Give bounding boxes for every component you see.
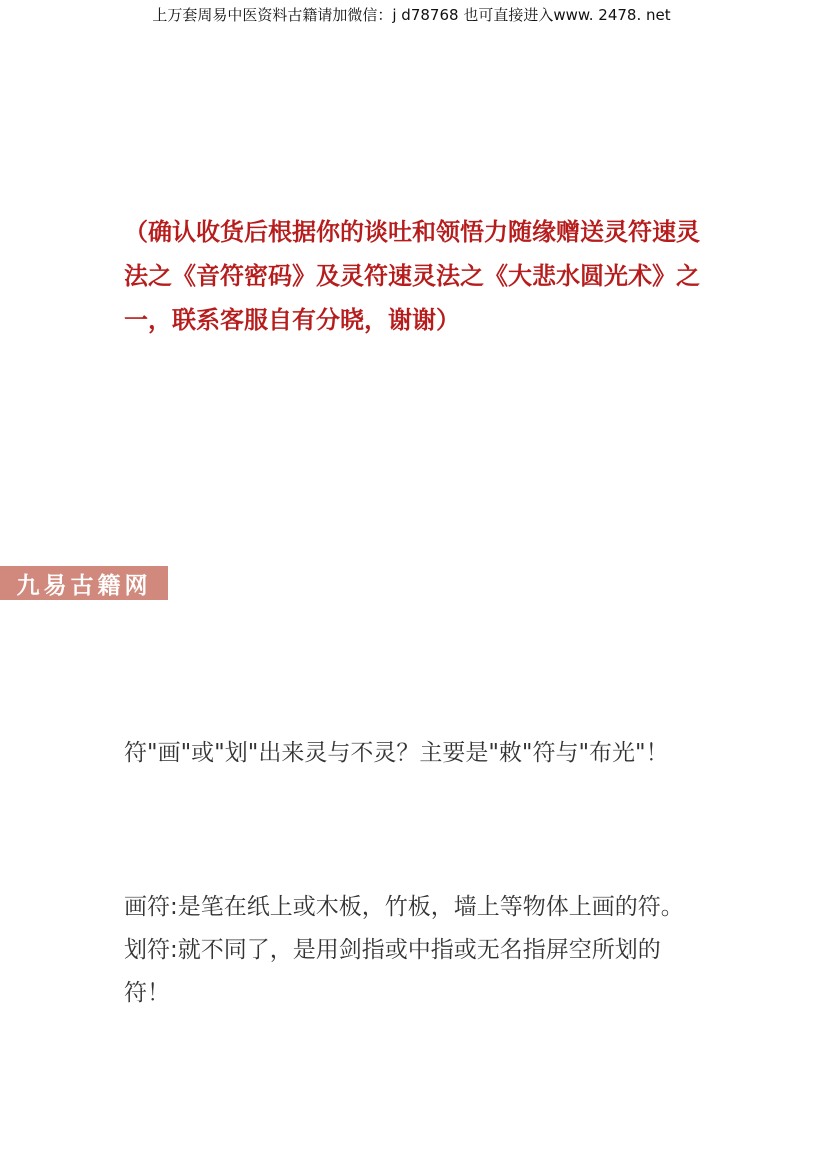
body-paragraph-1: 符"画"或"划"出来灵与不灵？主要是"敕"符与"布光"！ [124,740,669,766]
header-advert-line: 上万套周易中医资料古籍请加微信：j d78768 也可直接进入www. 2478. net [152,6,671,24]
gift-notice: （确认收货后根据你的谈吐和领悟力随缘赠送灵符速灵法之《音符密码》及灵符速灵法之《大悲水圆光术》之一，联系客服自有分晓，谢谢） [124,218,700,334]
watermark-text: 九易古籍网 [16,571,152,599]
body-paragraph-2: 画符:是笔在纸上或木板，竹板，墙上等物体上画的符。划符:就不同了，是用剑指或中指或无名指屏空所划的符！ [124,894,684,1006]
site-watermark-logo [0,566,168,600]
